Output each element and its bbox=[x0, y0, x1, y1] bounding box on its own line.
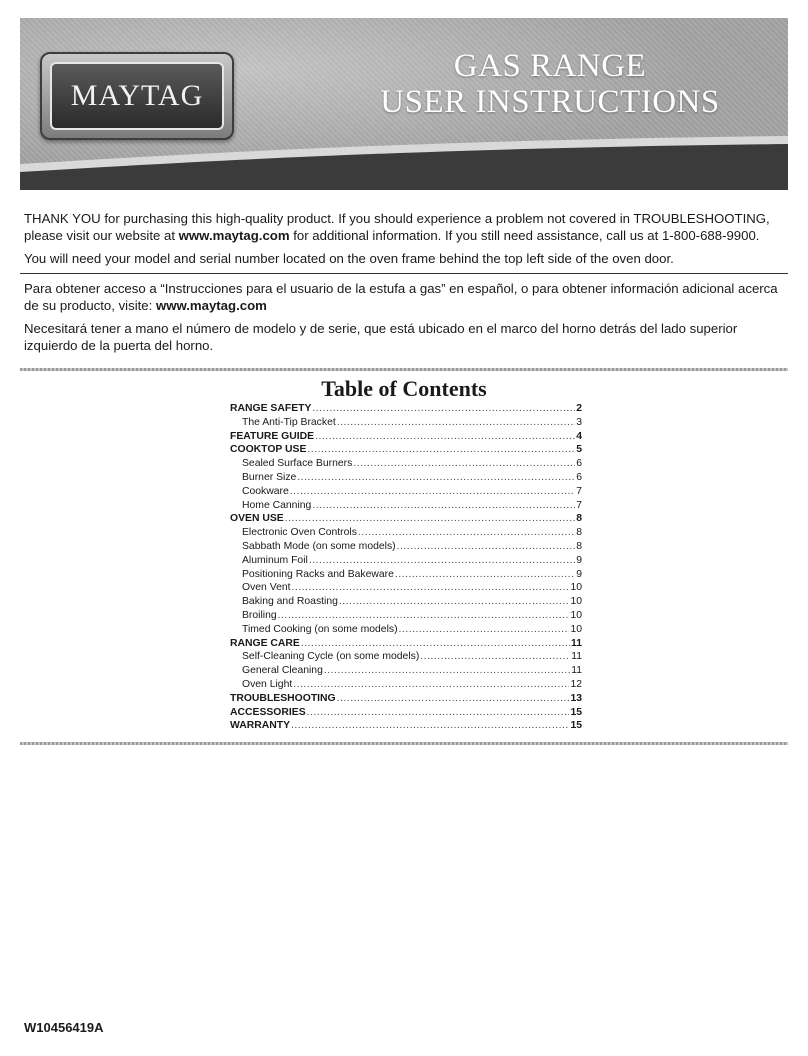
toc-entry-page: 4 bbox=[576, 430, 582, 442]
toc-entry-page: 13 bbox=[570, 692, 582, 704]
toc-entry[interactable] bbox=[230, 582, 582, 596]
toc-entry[interactable] bbox=[230, 665, 582, 679]
toc-entry-page: 5 bbox=[576, 444, 582, 456]
maytag-logo bbox=[40, 52, 234, 140]
toc-leader-dots bbox=[420, 651, 570, 662]
toc-entry-label: Self-Cleaning Cycle (on some models) bbox=[242, 651, 420, 663]
toc-entry[interactable] bbox=[230, 403, 582, 417]
toc-entry[interactable] bbox=[230, 417, 582, 431]
toc-entry-page: 8 bbox=[576, 540, 582, 552]
toc-entry-page: 10 bbox=[570, 623, 582, 635]
toc-entry-page: 11 bbox=[571, 637, 582, 649]
toc-entry[interactable] bbox=[230, 431, 582, 445]
toc-entry-label: Burner Size bbox=[242, 471, 297, 483]
intro-paragraph-2: You will need your model and serial number located on the oven frame behind the top left side of the oven door. bbox=[24, 251, 674, 266]
toc-entry-label: Baking and Roasting bbox=[242, 596, 338, 608]
toc-entry-label: Sabbath Mode (on some models) bbox=[242, 540, 396, 552]
toc-entry-page: 6 bbox=[576, 458, 582, 470]
toc-entry-page: 3 bbox=[576, 416, 582, 428]
toc-title: Table of Contents bbox=[321, 376, 487, 401]
toc-entry[interactable] bbox=[230, 596, 582, 610]
intro-text-suffix: for additional information. If you still need assistance, call us at 1-800-688-9900. bbox=[289, 228, 760, 243]
toc-entry[interactable] bbox=[230, 638, 582, 652]
toc-entry-label: WARRANTY bbox=[230, 720, 291, 732]
toc-entry[interactable] bbox=[230, 679, 582, 693]
toc-entry-page: 8 bbox=[576, 527, 582, 539]
toc-leader-dots bbox=[337, 417, 575, 428]
spanish-paragraph-1 bbox=[24, 280, 788, 314]
spanish-paragraph-2: Necesitará tener a mano el número de modelo y de serie, que está ubicado en el marco del horno detrás del lado superior izquierdo de la puerta del horno. bbox=[24, 321, 738, 353]
toc-leader-dots bbox=[293, 679, 569, 690]
toc-leader-dots bbox=[397, 541, 576, 552]
toc-entry-label: OVEN USE bbox=[230, 513, 284, 525]
toc-leader-dots bbox=[278, 610, 570, 621]
toc-entry-label: Aluminum Foil bbox=[242, 554, 308, 566]
website-link-es[interactable]: www.maytag.com bbox=[155, 298, 267, 313]
toc-entry-label: General Cleaning bbox=[242, 665, 323, 677]
toc-leader-dots bbox=[324, 665, 570, 676]
toc-entry-page: 6 bbox=[576, 471, 582, 483]
toc-entry-page: 12 bbox=[570, 678, 582, 690]
toc-entry-label: COOKTOP USE bbox=[230, 444, 307, 456]
title-line-2: USER INSTRUCTIONS bbox=[380, 84, 720, 120]
toc-entry[interactable] bbox=[230, 486, 582, 500]
toc-entry[interactable] bbox=[230, 707, 582, 721]
toc-entry[interactable] bbox=[230, 720, 582, 734]
toc-leader-dots bbox=[312, 403, 575, 414]
toc-leader-dots bbox=[358, 527, 575, 538]
toc-leader-dots bbox=[290, 486, 575, 497]
intro-section bbox=[24, 210, 788, 273]
intro-paragraph-1 bbox=[24, 210, 788, 244]
toc-entry[interactable] bbox=[230, 472, 582, 486]
toc-entry[interactable] bbox=[230, 527, 582, 541]
toc-leader-dots bbox=[312, 500, 575, 511]
toc-entry-label: Broiling bbox=[242, 609, 277, 621]
toc-entry[interactable] bbox=[230, 624, 582, 638]
toc-leader-dots bbox=[399, 624, 570, 635]
toc-leader-dots bbox=[353, 458, 575, 469]
toc-entry[interactable] bbox=[230, 555, 582, 569]
divider bbox=[20, 273, 788, 274]
table-of-contents bbox=[230, 403, 582, 734]
toc-entry[interactable] bbox=[230, 541, 582, 555]
title-line-1: GAS RANGE bbox=[453, 48, 647, 84]
toc-entry-label: The Anti-Tip Bracket bbox=[242, 416, 336, 428]
toc-leader-dots bbox=[292, 582, 570, 593]
website-link[interactable]: www.maytag.com bbox=[178, 228, 290, 243]
toc-entry[interactable] bbox=[230, 569, 582, 583]
toc-leader-dots bbox=[285, 513, 576, 524]
toc-entry-page: 8 bbox=[576, 513, 582, 525]
toc-entry[interactable] bbox=[230, 651, 582, 665]
toc-leader-dots bbox=[395, 569, 575, 580]
toc-entry-label: Oven Light bbox=[242, 678, 293, 690]
document-title bbox=[340, 48, 760, 120]
toc-entry-page: 10 bbox=[570, 582, 582, 594]
toc-entry-label: Sealed Surface Burners bbox=[242, 458, 353, 470]
toc-entry-label: Electronic Oven Controls bbox=[242, 527, 357, 539]
toc-entry-page: 7 bbox=[576, 485, 582, 497]
toc-leader-dots bbox=[337, 693, 570, 704]
toc-entry-page: 15 bbox=[570, 706, 582, 718]
part-number: W10456419A bbox=[24, 1020, 104, 1035]
hatched-divider-top bbox=[20, 368, 788, 371]
toc-entry-label: FEATURE GUIDE bbox=[230, 430, 315, 442]
toc-entry-label: RANGE CARE bbox=[230, 637, 300, 649]
toc-entry[interactable] bbox=[230, 610, 582, 624]
toc-leader-dots bbox=[307, 707, 570, 718]
toc-entry-label: Timed Cooking (on some models) bbox=[242, 623, 398, 635]
toc-entry-label: Oven Vent bbox=[242, 582, 291, 594]
spanish-text: Para obtener acceso a “Instrucciones para el usuario de la estufa a gas” en español, o para obtener información adicional acerca de su producto, visite: bbox=[24, 281, 778, 313]
toc-entry-page: 10 bbox=[570, 596, 582, 608]
logo-text: MAYTAG bbox=[70, 79, 204, 112]
toc-leader-dots bbox=[315, 431, 575, 442]
toc-entry-label: RANGE SAFETY bbox=[230, 403, 312, 414]
toc-entry-page: 9 bbox=[576, 568, 582, 580]
toc-entry-page: 11 bbox=[571, 665, 582, 677]
toc-entry-page: 10 bbox=[570, 609, 582, 621]
toc-entry-label: Cookware bbox=[242, 485, 289, 497]
toc-entry[interactable] bbox=[230, 693, 582, 707]
toc-leader-dots bbox=[297, 472, 575, 483]
toc-entry-page: 2 bbox=[576, 403, 582, 414]
toc-leader-dots bbox=[291, 720, 569, 731]
toc-leader-dots bbox=[339, 596, 570, 607]
toc-entry-label: ACCESSORIES bbox=[230, 706, 306, 718]
toc-entry-page: 9 bbox=[576, 554, 582, 566]
toc-entry[interactable] bbox=[230, 444, 582, 458]
intro-text: THANK YOU for purchasing this high-quality product. If you should experience a problem not covered in TROUBLESHOOTING, please visit our website at bbox=[24, 211, 770, 243]
spanish-section bbox=[24, 280, 788, 360]
toc-entry-label: Positioning Racks and Bakeware bbox=[242, 568, 394, 580]
toc-entry[interactable] bbox=[230, 500, 582, 514]
toc-entry-page: 11 bbox=[571, 651, 582, 663]
toc-entry-page: 7 bbox=[576, 499, 582, 511]
toc-entry[interactable] bbox=[230, 458, 582, 472]
hatched-divider-bottom bbox=[20, 742, 788, 745]
toc-leader-dots bbox=[307, 444, 575, 455]
toc-leader-dots bbox=[301, 638, 570, 649]
toc-entry-label: Home Canning bbox=[242, 499, 312, 511]
header-banner bbox=[20, 18, 788, 190]
toc-entry[interactable] bbox=[230, 513, 582, 527]
toc-entry-page: 15 bbox=[570, 720, 582, 732]
toc-entry-label: TROUBLESHOOTING bbox=[230, 692, 336, 704]
toc-leader-dots bbox=[309, 555, 575, 566]
